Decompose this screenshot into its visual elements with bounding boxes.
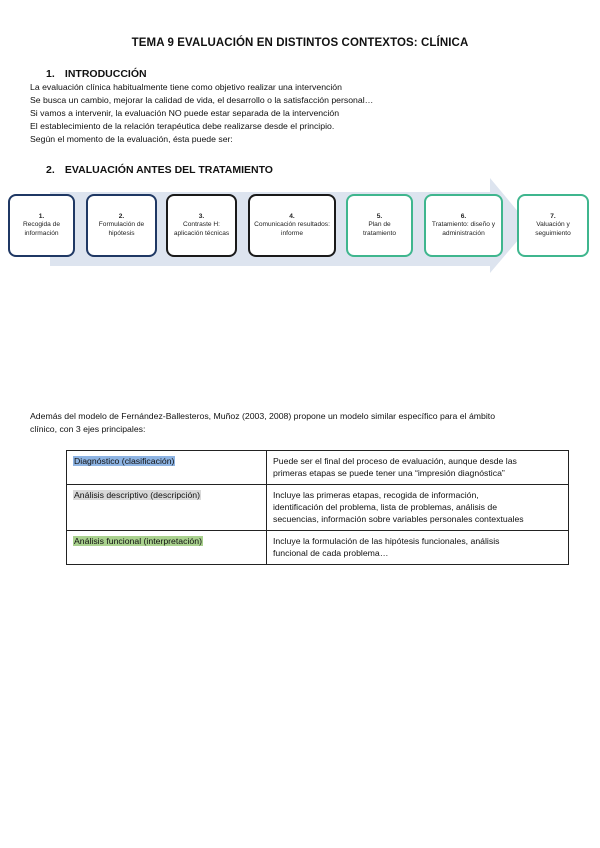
flow-step-number: 7. [550, 212, 556, 220]
description-line: Puede ser el final del proceso de evaluación, aunque desde las [273, 456, 517, 466]
flow-step-7 [517, 194, 589, 257]
description-cell [267, 485, 569, 531]
axis-cell [67, 485, 267, 531]
intro-line: El establecimiento de la relación terapéutica debe realizarse desde el principio. [30, 121, 335, 131]
flow-step-4 [248, 194, 336, 257]
model-line: clínico, con 3 ejes principales: [30, 424, 146, 434]
axis-label: Análisis funcional (interpretación) [74, 536, 202, 546]
intro-line: Se busca un cambio, mejorar la calidad de vida, el desarrollo o la satisfacción personal… [30, 95, 374, 105]
axes-table [66, 450, 569, 565]
table-row [67, 531, 569, 565]
flow-step-number: 3. [198, 212, 205, 220]
model-paragraph [30, 410, 575, 436]
flow-step-label: Contraste H: aplicación técnicas [173, 221, 230, 237]
flow-step-number: 2. [118, 212, 125, 220]
description-line: identificación del problema, lista de problemas, análisis de [273, 502, 498, 512]
axis-cell [67, 531, 267, 565]
flow-step-label: Valuación y seguimiento [535, 221, 571, 237]
description-cell [267, 531, 569, 565]
intro-line: Si vamos a intervenir, la evaluación NO puede estar separada de la intervención [30, 108, 340, 118]
axis-cell [67, 451, 267, 485]
section-heading-intro [46, 68, 147, 80]
flow-step-label: Tratamiento: diseño y administración [431, 221, 496, 237]
flow-step-6 [424, 194, 503, 257]
intro-line: La evaluación clínica habitualmente tiene como objetivo realizar una intervención [30, 82, 342, 92]
description-line: Incluye la formulación de las hipótesis funcionales, análisis [273, 536, 500, 546]
flow-step-label: Comunicación resultados: informe [254, 221, 330, 237]
flow-step-label: Formulación de hipótesis [98, 221, 145, 237]
intro-line: Según el momento de la evaluación, ésta puede ser: [30, 134, 233, 144]
process-flow-diagram [0, 178, 600, 278]
flow-step-number: 4. [289, 212, 295, 220]
axis-label: Análisis descriptivo (descripción) [74, 490, 201, 500]
description-line: funcional de cada problema… [273, 548, 389, 558]
description-line: secuencias, información sobre variables personales contextuales [273, 514, 524, 524]
section-number: 2. [46, 164, 55, 176]
page-title: TEMA 9 EVALUACIÓN EN DISTINTOS CONTEXTOS: CLÍNICA [131, 37, 469, 49]
flow-step-number: 1. [38, 212, 45, 220]
section-heading-before-treatment [46, 164, 273, 176]
flow-step-1 [8, 194, 75, 257]
section-title: INTRODUCCIÓN [64, 68, 147, 80]
axis-label: Diagnóstico (clasificación) [74, 456, 175, 466]
intro-paragraph [30, 81, 373, 146]
flow-step-5 [346, 194, 413, 257]
flow-step-3 [166, 194, 237, 257]
flow-step-number: 6. [460, 212, 467, 220]
table-row [67, 485, 569, 531]
section-number: 1. [46, 68, 55, 80]
description-cell [267, 451, 569, 485]
flow-step-number: 5. [376, 212, 383, 220]
flow-step-2 [86, 194, 157, 257]
section-title: EVALUACIÓN ANTES DEL TRATAMIENTO [64, 164, 273, 176]
description-line: primeras etapas se puede tener una “impresión diagnóstica” [273, 468, 505, 478]
table-row [67, 451, 569, 485]
flow-step-label: Recogida de información [22, 221, 61, 237]
model-line: Además del modelo de Fernández-Ballesteros, Muñoz (2003, 2008) propone un modelo similar específico para el ámbito [30, 411, 496, 421]
description-line: Incluye las primeras etapas, recogida de información, [273, 490, 479, 500]
flow-step-label: Plan de tratamiento [363, 221, 396, 237]
